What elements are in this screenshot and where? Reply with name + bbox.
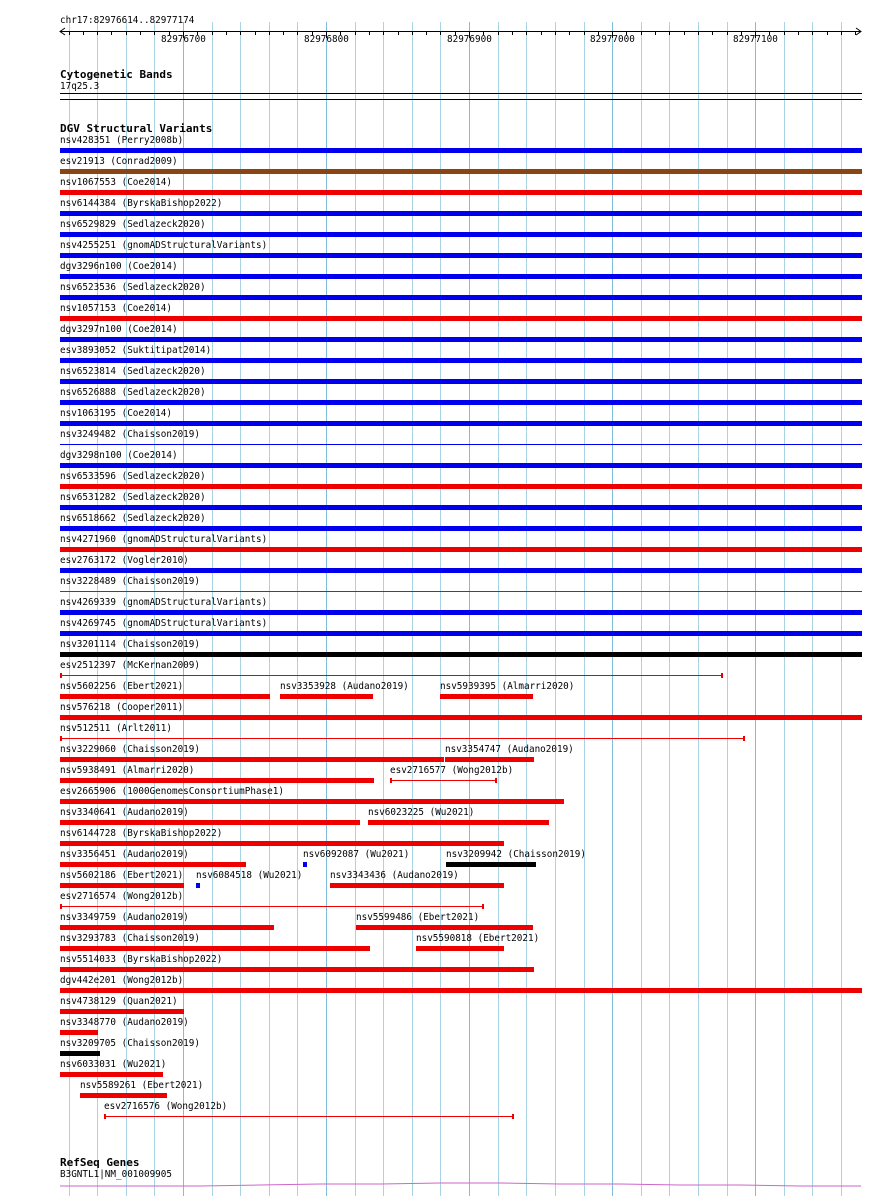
variant-label[interactable]: nsv6523814 (Sedlazeck2020) xyxy=(60,366,206,377)
variant-bar xyxy=(60,316,862,321)
variant-bar xyxy=(60,358,862,363)
variant-bar xyxy=(60,400,862,405)
variant-bar xyxy=(60,148,862,153)
variant-label[interactable]: nsv5602256 (Ebert2021) xyxy=(60,681,184,692)
variant-label[interactable]: nsv3348770 (Audano2019) xyxy=(60,1017,189,1028)
variant-bar xyxy=(330,883,504,888)
variant-bar xyxy=(368,820,549,825)
cytoband-rule xyxy=(60,99,862,100)
variant-span-start xyxy=(104,1114,106,1119)
variant-label[interactable]: esv2763172 (Vogler2010) xyxy=(60,555,189,566)
refseq-gene-line xyxy=(60,1183,861,1186)
variant-bar xyxy=(60,190,862,195)
variant-label[interactable]: nsv512511 (Arlt2011) xyxy=(60,723,172,734)
variant-bar xyxy=(280,694,373,699)
ruler-tick-label: 82976700 xyxy=(161,34,206,45)
variant-bar xyxy=(356,925,533,930)
variant-bar xyxy=(60,694,270,699)
ruler-tick-label: 82977100 xyxy=(733,34,778,45)
variant-label[interactable]: nsv5938491 (Almarri2020) xyxy=(60,765,195,776)
variant-bar xyxy=(60,1051,100,1056)
variant-label[interactable]: nsv1067553 (Coe2014) xyxy=(60,177,172,188)
variant-label[interactable]: nsv1063195 (Coe2014) xyxy=(60,408,172,419)
variant-label[interactable]: nsv5599486 (Ebert2021) xyxy=(356,912,480,923)
variant-label[interactable]: nsv3228489 (Chaisson2019) xyxy=(60,576,200,587)
variant-bar xyxy=(60,946,370,951)
variant-label[interactable]: nsv5602186 (Ebert2021) xyxy=(60,870,184,881)
variant-span-end xyxy=(512,1114,514,1119)
variant-span-line xyxy=(60,675,723,676)
variant-bar xyxy=(60,568,862,573)
variant-bar xyxy=(60,421,862,426)
variant-label[interactable]: nsv6033031 (Wu2021) xyxy=(60,1059,167,1070)
variant-bar xyxy=(60,883,184,888)
variant-bar xyxy=(416,946,504,951)
variant-label[interactable]: nsv576218 (Cooper2011) xyxy=(60,702,184,713)
variant-bar xyxy=(60,631,862,636)
variant-label[interactable]: nsv5514033 (ByrskaBishop2022) xyxy=(60,954,223,965)
variant-label[interactable]: nsv3209942 (Chaisson2019) xyxy=(446,849,586,860)
variant-bar xyxy=(60,211,862,216)
variant-label[interactable]: nsv6533596 (Sedlazeck2020) xyxy=(60,471,206,482)
variant-bar xyxy=(60,526,862,531)
variant-label[interactable]: nsv6144384 (ByrskaBishop2022) xyxy=(60,198,223,209)
ruler-tick-label: 82977000 xyxy=(590,34,635,45)
variant-label[interactable]: esv2716576 (Wong2012b) xyxy=(104,1101,228,1112)
variant-bar xyxy=(60,862,246,867)
variant-bar xyxy=(80,1093,167,1098)
refseq-track-title: RefSeq Genes xyxy=(60,1156,140,1169)
variant-bar xyxy=(60,379,862,384)
variant-span-line xyxy=(60,738,745,739)
variant-bar xyxy=(60,232,862,237)
ruler-tick-label: 82976800 xyxy=(304,34,349,45)
variant-bar xyxy=(60,778,374,783)
variant-label[interactable]: nsv3343436 (Audano2019) xyxy=(330,870,459,881)
variant-label[interactable]: nsv3249482 (Chaisson2019) xyxy=(60,429,200,440)
variant-label[interactable]: esv3893052 (Suktitipat2014) xyxy=(60,345,212,356)
variant-bar xyxy=(60,925,274,930)
variant-span-end xyxy=(721,673,723,678)
variant-label[interactable]: nsv3340641 (Audano2019) xyxy=(60,807,189,818)
variant-bar xyxy=(196,883,200,888)
cytogenetic-bands-title: Cytogenetic Bands xyxy=(60,68,173,81)
variant-span-line xyxy=(104,1116,514,1117)
variant-label[interactable]: dgv3297n100 (Coe2014) xyxy=(60,324,178,335)
variant-label[interactable]: nsv6144728 (ByrskaBishop2022) xyxy=(60,828,223,839)
variant-label[interactable]: nsv6518662 (Sedlazeck2020) xyxy=(60,513,206,524)
variant-bar xyxy=(60,505,862,510)
variant-bar xyxy=(60,1030,98,1035)
variant-label[interactable]: nsv6023225 (Wu2021) xyxy=(368,807,475,818)
variant-label[interactable]: nsv6529829 (Sedlazeck2020) xyxy=(60,219,206,230)
variant-label[interactable]: esv2716574 (Wong2012b) xyxy=(60,891,184,902)
variant-bar xyxy=(303,862,307,867)
refseq-gene-label[interactable]: B3GNTL1|NM_001009905 xyxy=(60,1169,172,1180)
variant-label[interactable]: nsv428351 (Perry2008b) xyxy=(60,135,184,146)
variant-bar xyxy=(60,715,862,720)
variant-label[interactable]: esv21913 (Conrad2009) xyxy=(60,156,178,167)
variant-bar xyxy=(60,1072,163,1077)
variant-bar xyxy=(60,274,862,279)
variant-label[interactable]: nsv3356451 (Audano2019) xyxy=(60,849,189,860)
variant-label[interactable]: nsv1057153 (Coe2014) xyxy=(60,303,172,314)
variant-label[interactable]: nsv5939395 (Almarri2020) xyxy=(440,681,575,692)
variant-bar xyxy=(60,253,862,258)
variant-label[interactable]: nsv3349759 (Audano2019) xyxy=(60,912,189,923)
variant-bar xyxy=(60,337,862,342)
dgv-track-title: DGV Structural Variants xyxy=(60,122,213,135)
ruler-tick-label: 82976900 xyxy=(447,34,492,45)
variant-span-end xyxy=(495,778,497,783)
variant-bar xyxy=(60,547,862,552)
variant-label[interactable]: nsv3293783 (Chaisson2019) xyxy=(60,933,200,944)
variant-label[interactable]: esv2665906 (1000GenomesConsortiumPhase1) xyxy=(60,786,284,797)
variant-span-start xyxy=(60,673,62,678)
variant-bar xyxy=(60,1009,184,1014)
variant-label[interactable]: nsv3229060 (Chaisson2019) xyxy=(60,744,200,755)
variant-label[interactable]: dgv3296n100 (Coe2014) xyxy=(60,261,178,272)
variant-label[interactable]: nsv6531282 (Sedlazeck2020) xyxy=(60,492,206,503)
variant-span-line xyxy=(60,906,484,907)
variant-label[interactable]: nsv3209705 (Chaisson2019) xyxy=(60,1038,200,1049)
variant-bar xyxy=(60,820,360,825)
variant-label[interactable]: nsv5589261 (Ebert2021) xyxy=(80,1080,204,1091)
variant-label[interactable]: nsv5590818 (Ebert2021) xyxy=(416,933,540,944)
variant-label[interactable]: nsv3353928 (Audano2019) xyxy=(280,681,409,692)
variant-span-end xyxy=(743,736,745,741)
cytoband-label: 17q25.3 xyxy=(60,81,100,92)
variant-bar xyxy=(60,988,862,993)
variant-span-end xyxy=(482,904,484,909)
variant-label[interactable]: nsv4271960 (gnomADStructuralVariants) xyxy=(60,534,268,545)
variant-bar xyxy=(60,484,862,489)
variant-bar xyxy=(60,169,862,174)
cytoband-rule xyxy=(60,93,862,94)
variant-span-start xyxy=(390,778,392,783)
region-label: chr17:82976614..82977174 xyxy=(60,15,195,26)
variant-label[interactable]: nsv4269745 (gnomADStructuralVariants) xyxy=(60,618,268,629)
variant-bar xyxy=(60,841,504,846)
variant-bar xyxy=(60,757,444,762)
variant-label[interactable]: nsv6523536 (Sedlazeck2020) xyxy=(60,282,206,293)
variant-label[interactable]: nsv4738129 (Quan2021) xyxy=(60,996,178,1007)
variant-bar xyxy=(60,967,534,972)
variant-span-start xyxy=(60,904,62,909)
variant-bar xyxy=(60,799,564,804)
variant-label[interactable]: dgv3298n100 (Coe2014) xyxy=(60,450,178,461)
variant-bar xyxy=(60,652,862,657)
variant-label[interactable]: nsv6084518 (Wu2021) xyxy=(196,870,303,881)
variant-label[interactable]: nsv4269339 (gnomADStructuralVariants) xyxy=(60,597,268,608)
variant-bar xyxy=(60,463,862,468)
variant-bar xyxy=(446,862,536,867)
variant-label[interactable]: esv2512397 (McKernan2009) xyxy=(60,660,200,671)
variant-label[interactable]: nsv3354747 (Audano2019) xyxy=(445,744,574,755)
variant-bar xyxy=(445,757,534,762)
variant-label[interactable]: nsv6092087 (Wu2021) xyxy=(303,849,410,860)
variant-label[interactable]: nsv3201114 (Chaisson2019) xyxy=(60,639,200,650)
variant-bar xyxy=(60,610,862,615)
variant-line xyxy=(60,444,862,445)
variant-label[interactable]: esv2716577 (Wong2012b) xyxy=(390,765,514,776)
variant-span-line xyxy=(390,780,497,781)
variant-span-start xyxy=(60,736,62,741)
variant-label[interactable]: nsv4255251 (gnomADStructuralVariants) xyxy=(60,240,268,251)
variant-line xyxy=(60,591,862,592)
variant-bar xyxy=(60,295,862,300)
variant-bar xyxy=(440,694,533,699)
variant-label[interactable]: nsv6526888 (Sedlazeck2020) xyxy=(60,387,206,398)
variant-label[interactable]: dgv442e201 (Wong2012b) xyxy=(60,975,184,986)
